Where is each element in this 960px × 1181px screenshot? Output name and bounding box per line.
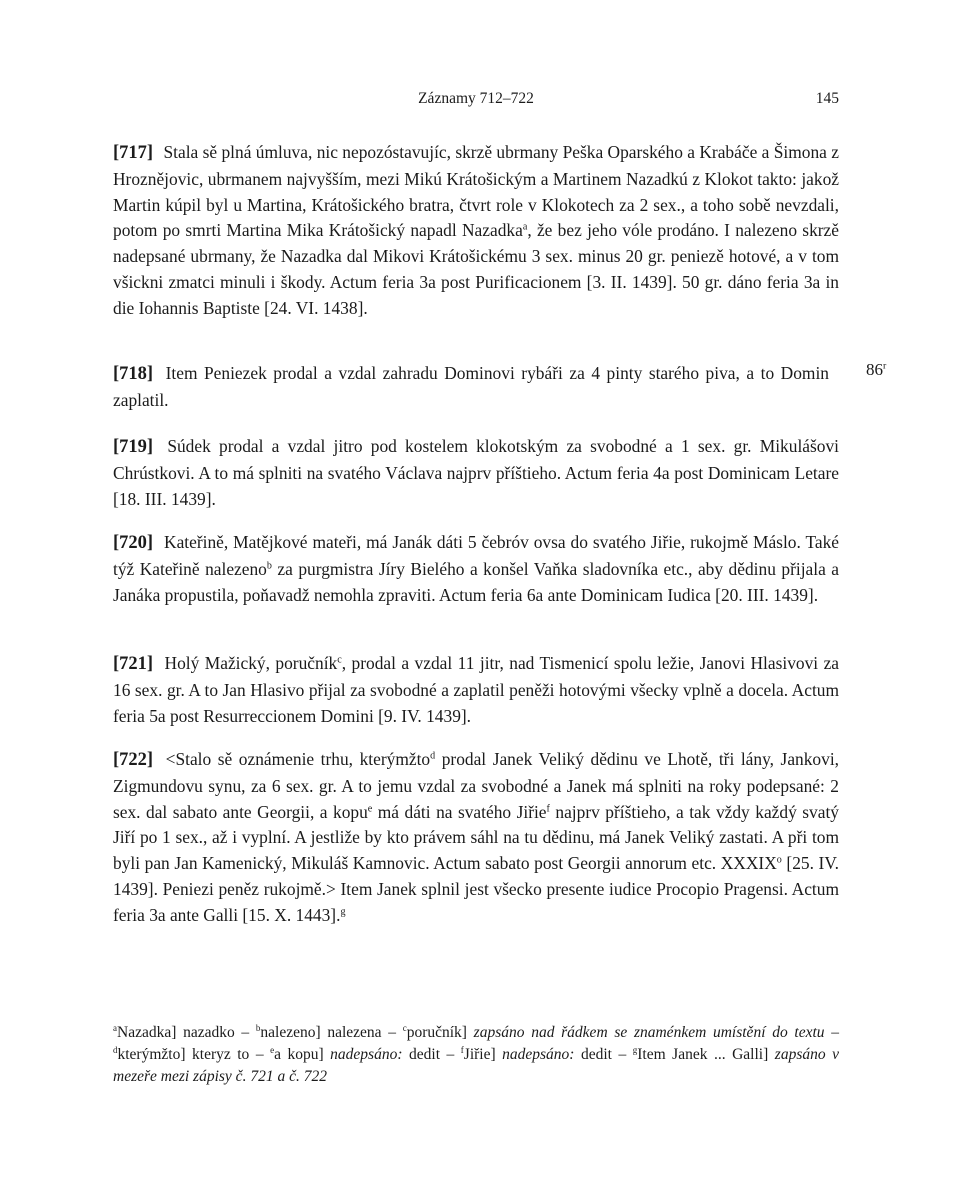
entry-text: Kateřině, Matějkové mateři, má Janák dáti 5 čebróv ovsa do svatého Jiřie, rukojmě Máslo. Také týž Kateřině nalezeno [113, 532, 839, 579]
entry-number: [718] [113, 364, 154, 384]
footnote-marker: e [367, 803, 373, 815]
footnote-label: a [113, 1023, 117, 1034]
footnote-marker: c [337, 654, 342, 666]
footnote-label: g [632, 1045, 638, 1056]
entry-text: Holý Mažický, poručník [164, 653, 338, 673]
footnote-editorial-note: zapsáno v mezeře mezi zápisy č. 721 a č. 722 [113, 1046, 839, 1085]
footnote-label: c [402, 1023, 407, 1034]
footnote-text: poručník] [406, 1024, 474, 1041]
footnote-text: dedit – [402, 1046, 461, 1063]
entry-text: <Stalo sě oznámenie trhu, kterýmžto [165, 749, 431, 769]
entry-number: [719] [113, 437, 154, 457]
entry-720 [113, 530, 839, 608]
entry-text: Stala sě plná úmluva, nic nepozóstavujíc, skrzě ubrmany Peška Oparského a Krabáče a Šimona z Hroznějovic, ubrmanem najvyšším, mezi Mikú Krátošickým a Martinem Nazadkú z Klokot takto: jakož Martin kúpil byl u Martina, Krátošického bratra, čtvrt role v Klokotech za 2 sex., a toho sobě nevzdali, potom po smrti Martina Mika Krátošický napadl Nazadka [113, 142, 839, 241]
footnote-marker: d [430, 750, 436, 762]
entry-721 [113, 651, 839, 729]
footnote-text: kterýmžto] kteryz to – [117, 1046, 271, 1063]
entry-text: prodal Janek Veliký dědinu ve Lhotě, tři lány, Jankovi, Zigmundovu synu, za 6 sex. gr. A to jemu vzdal za svobodné a Janek má splniti na roky podepsané: 2 sex. dal sabato ante Georgii, a kopu [113, 749, 839, 822]
entry-number: [720] [113, 533, 154, 553]
ordinal-marker: o [776, 854, 782, 866]
footnote-marker: f [546, 803, 550, 815]
footnote-editorial-note: nadepsáno: [330, 1046, 403, 1063]
footnote-text: Jiřie] [463, 1046, 503, 1063]
footnote-marker: a [522, 221, 528, 233]
footnote-text: dedit – [574, 1046, 633, 1063]
entry-719 [113, 434, 839, 512]
entry-text: má dáti na svatého Jiřie [372, 801, 547, 822]
entry-text: najprv příštieho, a tak vždy každý svatý Jiří po 1 sex., až i vyplní. A jestliže by kto právem sáhl na tu dědinu, má Janek Veliký zastati. A při tom byli pan Jan Kamenický, Mikuláš Kamnovic. Actum sabato post Georgii annorum etc. XXXIX [113, 801, 839, 874]
entry-717 [113, 140, 839, 322]
footnote-editorial-note: zapsáno nad řádkem se znaménkem umístění do textu [473, 1024, 825, 1041]
footnote-text: Nazadka] nazadko – [117, 1024, 256, 1041]
footnote-text: a kopu] [274, 1046, 331, 1063]
page-header [113, 90, 839, 114]
footnotes [113, 1022, 839, 1088]
running-title: Záznamy 712–722 [418, 90, 534, 107]
footnote-editorial-note: nadepsáno: [502, 1046, 575, 1063]
footnote-text: nalezeno] nalezena – [260, 1024, 403, 1041]
entry-text: [25. IV. 1439]. Peniezi peněz rukojmě.> Item Janek splnil jest všecko presente iudice Procopio Pragensi. Actum feria 3a ante Galli [15. X. 1443]. [113, 853, 839, 925]
entry-722 [113, 747, 839, 929]
footnote-label: e [270, 1045, 275, 1056]
folio-margin-note [866, 360, 886, 380]
entry-text: Súdek prodal a vzdal jitro pod kostelem klokotským za svobodné a 1 sex. gr. Mikulášovi Chrústkovi. A to má splniti na svatého Václava najprv příštieho. Actum feria 4a post Dominicam Letare [18. III. 1439]. [113, 436, 839, 509]
footnote-marker: g [340, 906, 346, 918]
footnote-label: b [255, 1023, 261, 1034]
folio-number: 86 [866, 360, 883, 379]
entry-number: [717] [113, 143, 154, 163]
entry-718 [113, 361, 829, 414]
entry-text: , že bez jeho vóle prodáno. I nalezeno skrzě nadepsané ubrmany, že Nazadka dal Mikovi Krátošickému 3 sex. minus 20 gr. peniezě hotové, a v tom všickni zmatci minuli i škody. Actum feria 3a post Purificacionem [3. II. 1439]. 50 gr. dáno feria 3a in die Iohannis Baptiste [24. VI. 1438]. [113, 220, 839, 318]
page-number: 145 [815, 90, 839, 107]
footnote-text: – [824, 1024, 839, 1041]
footnote-text: Item Janek ... Galli] [637, 1046, 775, 1063]
entry-text: za purgmistra Jíry Bielého a konšel Vaňka sladovníka etc., aby dědinu přijala a Janáka propustila, poňavadž nemohla zpraviti. Actum feria 6a ante Dominicam Iudica [20. III. 1439]. [113, 558, 839, 605]
footnote-label: d [113, 1045, 118, 1056]
folio-side: r [883, 360, 887, 372]
entry-text: Item Peniezek prodal a vzdal zahradu Dominovi rybáři za 4 pinty starého piva, a to Domin zaplatil. [113, 363, 829, 410]
entry-number: [722] [113, 750, 154, 770]
footnote-label: f [460, 1045, 464, 1056]
entry-number: [721] [113, 654, 154, 674]
footnote-marker: b [266, 560, 272, 572]
entry-text: , prodal a vzdal 11 jitr, nad Tismenicí spolu ležie, Janovi Hlasivovi za 16 sex. gr. A to Jan Hlasivo přijal za svobodné a zaplatil peněži hotovými všecky vplně a docela. Actum feria 5a post Resurreccionem Domini [9. IV. 1439]. [113, 653, 840, 726]
